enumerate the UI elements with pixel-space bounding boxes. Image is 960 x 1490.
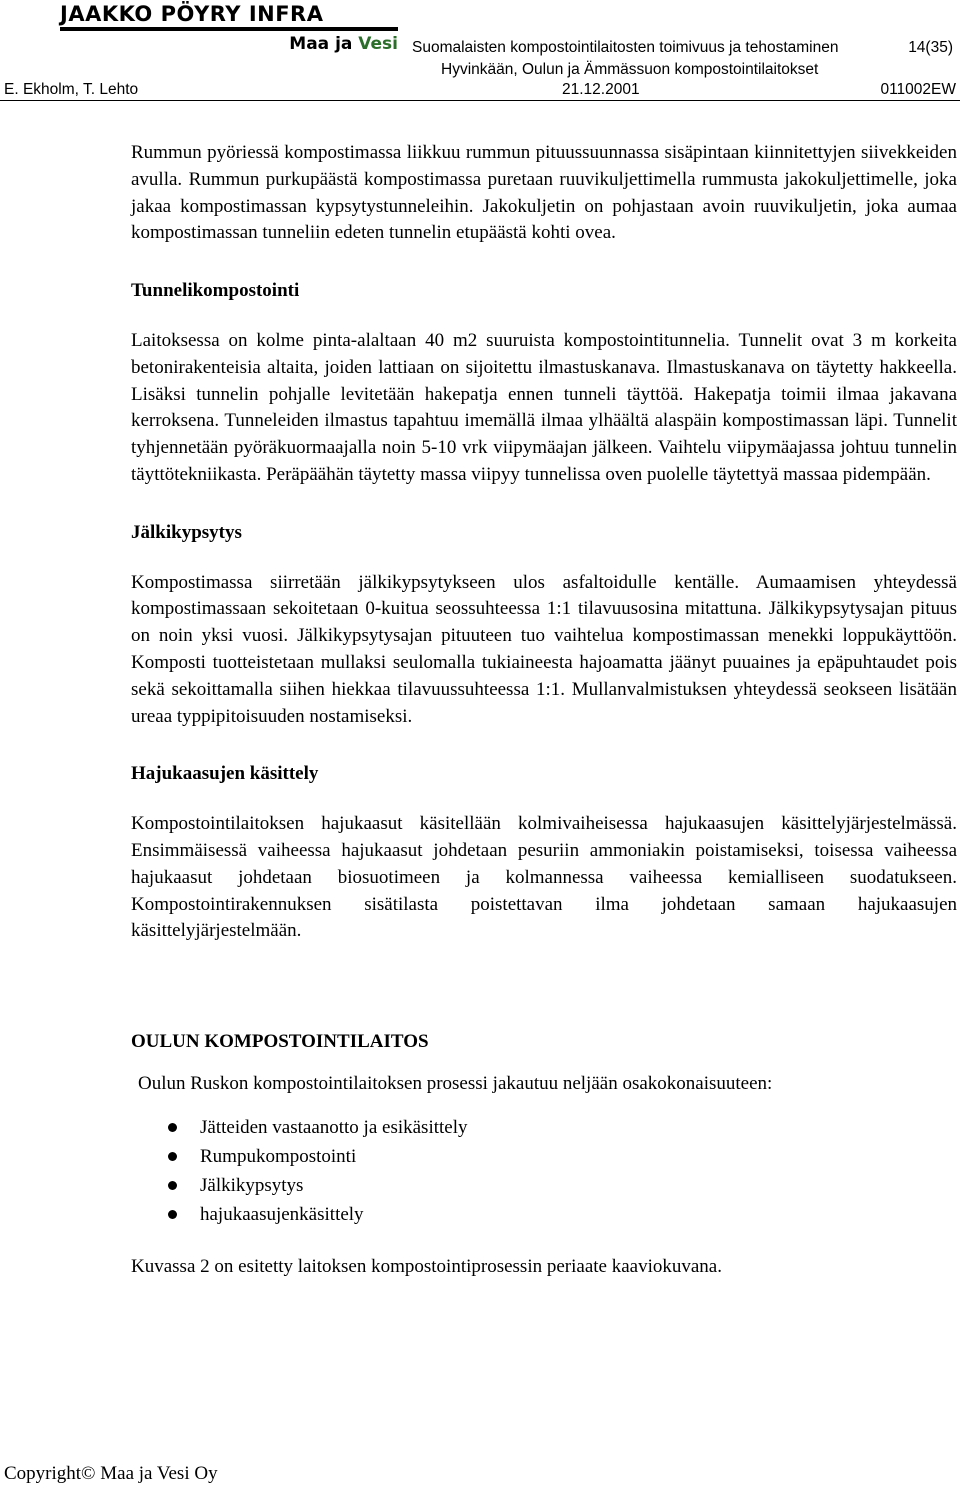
paragraph-tunnel-composting: Laitoksessa on kolme pinta-alaltaan 40 m2 suuruista kompostointitunnelia. Tunnelit ovat 3 m korkeita betonirakenteisia altaita, joiden lattiaan on sijoitettu ilmastuskanava. Ilmastuskanava on täytetty hakkeella. Lisäksi tunnelin pohjalle levitetään hakepatja ennen tunneli täyttöä. Hakepatja toimii ilmaa jakavana kerroksena. Tunneleiden ilmastus tapahtuu imemällä ilmaa ylhäältä alaspäin kompostimassan läpi. Tunnelit tyhjennetään pyöräkuormaajalla noin 5-10 vrk viipymäajan jälkeen. Vaihtelu viipymäajassa johtuu tunnelin täyttötekniikasta. Peräpäähän täytetty massa viipyy tunnelissa oven puolelle täytettyä massaa pidempään. (131, 329, 957, 485)
bullet-icon (168, 1152, 177, 1161)
document-body (131, 140, 957, 1281)
copyright-footer: Copyright© Maa ja Vesi Oy (4, 1463, 218, 1484)
document-authors: E. Ekholm, T. Lehto (4, 81, 139, 98)
list-item (131, 1113, 957, 1142)
bullet-icon (168, 1123, 177, 1132)
heading-tunnel-composting: Tunnelikompostointi (131, 280, 300, 302)
paragraph-oulu-intro: Oulun Ruskon kompostointilaitoksen prosessi jakautuu neljään osakokonaisuuteen: (138, 1072, 773, 1094)
list-item-label: hajukaasujenkäsittely (200, 1203, 364, 1225)
logo-underline (60, 27, 398, 31)
list-item (131, 1171, 957, 1200)
document-subtitle: Hyvinkään, Oulun ja Ämmässuon kompostointilaitokset (441, 61, 819, 78)
list-item-label: Rumpukompostointi (200, 1145, 357, 1167)
document-code: 011002EW (880, 81, 956, 98)
document-title: Suomalaisten kompostointilaitosten toimivuus ja tehostaminen (412, 39, 839, 56)
list-item (131, 1142, 957, 1171)
list-item-label: Jätteiden vastaanotto ja esikäsittely (200, 1116, 468, 1138)
heading-odour-treatment: Hajukaasujen käsittely (131, 763, 319, 785)
paragraph-odour-treatment: Kompostointilaitoksen hajukaasut käsitellään kolmivaiheisessa hajukaasujen käsittelyjärjestelmässä. Ensimmäisessä vaiheessa hajukaasut johdetaan pesuriin ammoniakin poistamiseksi, toisessa vaiheessa hajukaasut johdetaan biosuotimeen ja kolmannessa vaiheessa kemialliseen suodatukseen. Kompostointirakennuksen sisätilasta poistettavan ilma johdetaan samaan hajukaasujen käsittelyjärjestelmään. (131, 813, 957, 942)
logo-sub-part1: Maa ja (289, 34, 359, 54)
logo-main-text: JAAKKO PÖYRY INFRA (60, 2, 324, 26)
logo-sub-text (289, 34, 398, 54)
list-item (131, 1200, 957, 1229)
document-date: 21.12.2001 (562, 81, 640, 98)
process-list (131, 1113, 957, 1229)
page-number: 14(35) (908, 39, 953, 56)
logo-sub-part2: Vesi (358, 34, 398, 54)
page-header (0, 0, 960, 100)
paragraph-figure-reference: Kuvassa 2 on esitetty laitoksen kompostointiprosessin periaate kaaviokuvana. (131, 1255, 722, 1277)
paragraph-drum-composting: Rummun pyöriessä kompostimassa liikkuu rummun pituussuunnassa sisäpintaan kiinnitettyjen siivekkeiden avulla. Rummun purkupäästä kompostimassa puretaan ruuvikuljettimella rummusta jakokuljettimelle, joka jakaa kompostimassan kypsytystunneleihin. Jakokuljetin on pohjastaan avoin ruuvikuljetin, joka aumaa kompostimassan tunneliin edeten tunnelin etupäästä kohti ovea. (131, 142, 957, 244)
bullet-icon (168, 1181, 177, 1190)
paragraph-post-maturation: Kompostimassa siirretään jälkikypsytykseen ulos asfaltoidulle kentälle. Aumaamisen yhteydessä kompostimassaan sekoitetaan 0-kuitua seossuhteessa 1:1 tilavuusosina mitattuna. Jälkikypsytysajan pituus on noin yksi vuosi. Jälkikypsytysajan pituuteen tuo vaihtelua kompostimassan menekki loppukäyttöön. Komposti tuotteistetaan mullaksi seulomalla tukiaineesta hajoamatta jäänyt puuaines ja epäpuhtaudet pois sekä sekoittamalla siihen hiekkaa tilavuussuhteessa 1:1. Mullanvalmistuksen yhteydessä seokseen lisätään ureaa typpipitoisuuden nostamiseksi. (131, 571, 957, 727)
list-item-label: Jälkikypsytys (200, 1174, 304, 1196)
heading-post-maturation: Jälkikypsytys (131, 521, 242, 543)
company-logo (60, 2, 400, 60)
bullet-icon (168, 1210, 177, 1219)
header-divider (0, 100, 960, 101)
heading-oulu-plant: OULUN KOMPOSTOINTILAITOS (131, 1031, 429, 1053)
